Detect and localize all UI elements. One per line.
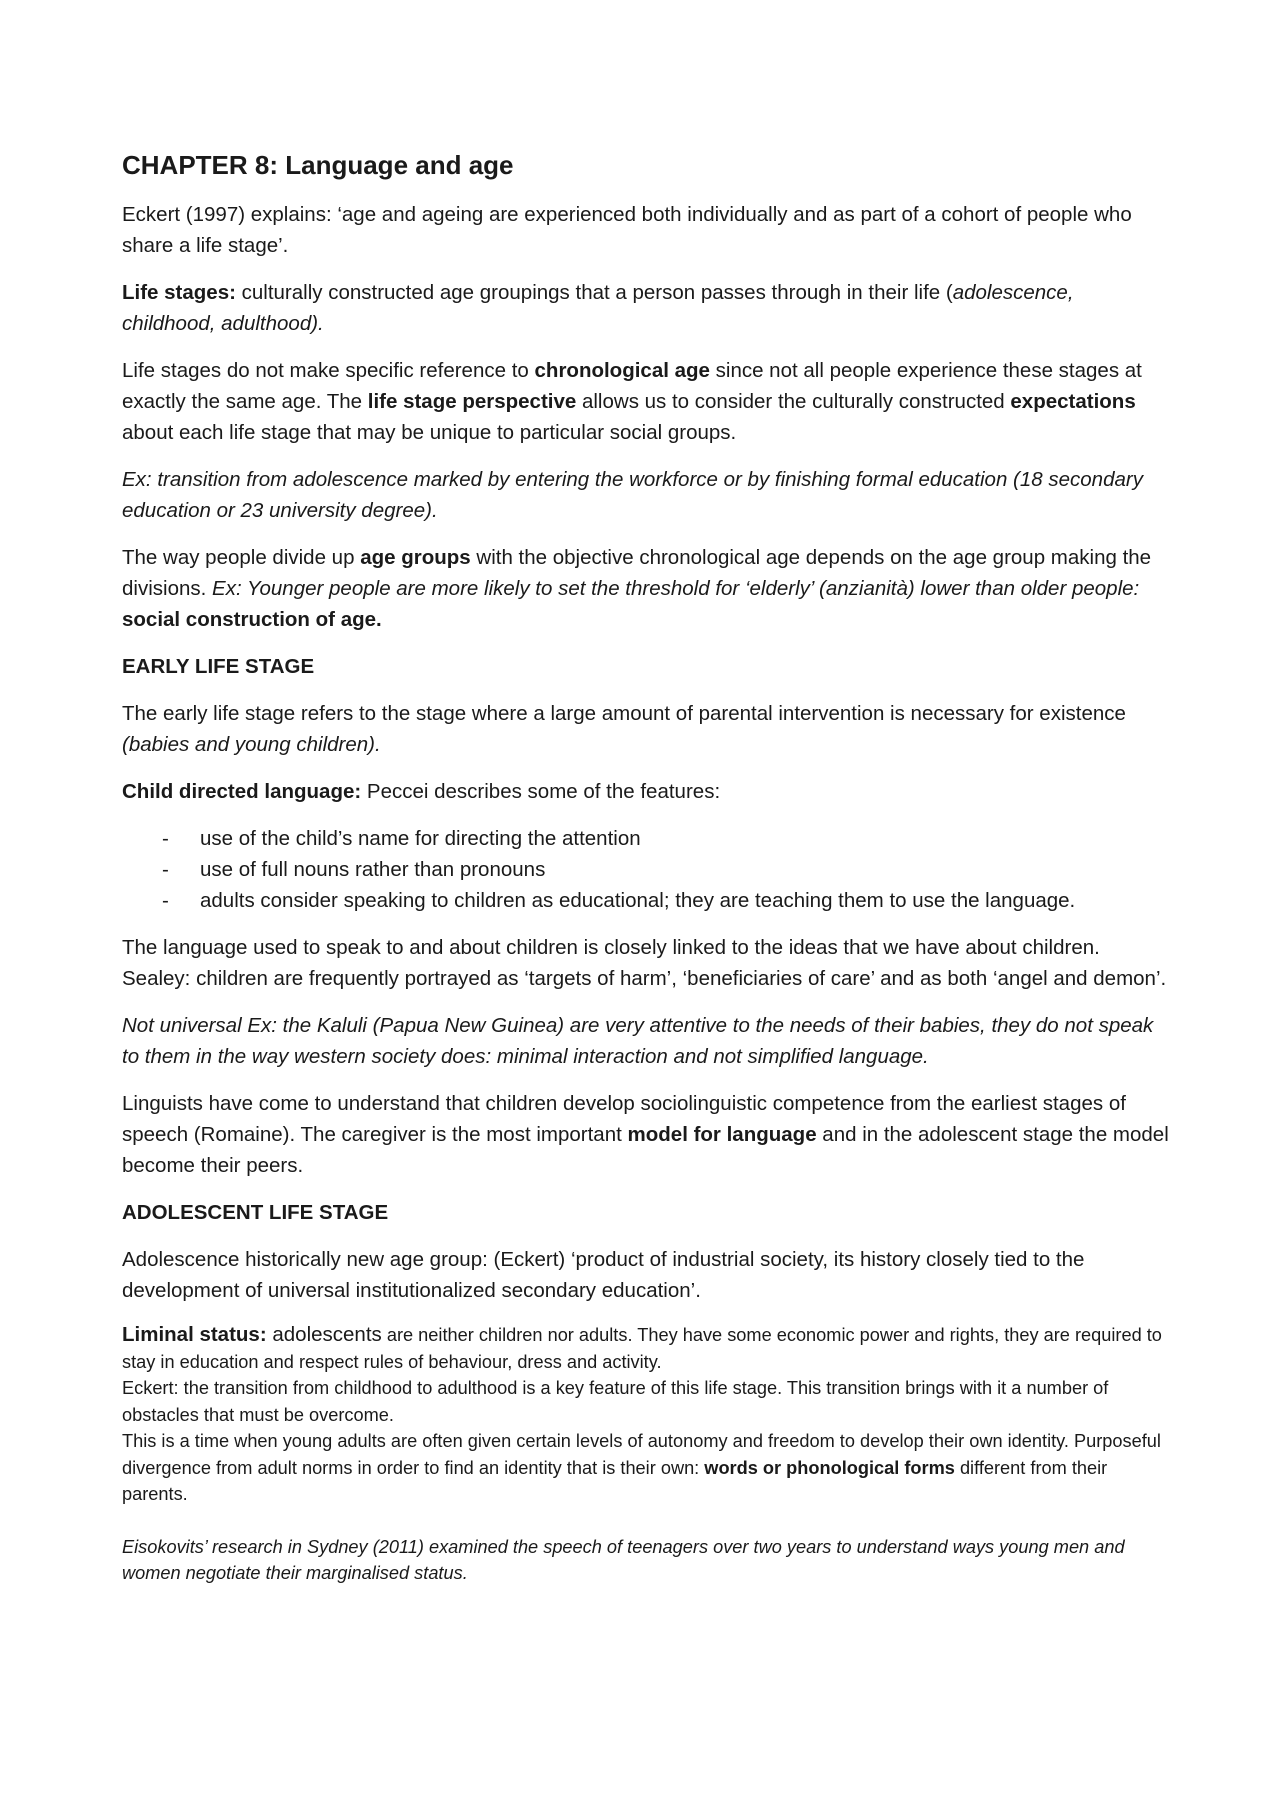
term-social-construction: social construction of age. <box>122 608 382 632</box>
text-run: and in the adolescent stage the model become their peers. <box>122 1123 1169 1178</box>
list-item-text: use of full nouns rather than pronouns <box>200 858 546 882</box>
babies-example: (babies and young children). <box>122 733 381 757</box>
early-life-stage-heading: EARLY LIFE STAGE <box>122 655 315 679</box>
liminal-status-paragraph <box>122 1322 1172 1375</box>
transition-example-text: Ex: transition from adolescence marked by entering the workforce or by finishing formal education (18 secondary education or 23 university degree). <box>122 468 1143 523</box>
text-run: The way people divide up <box>122 546 361 570</box>
list-item-text: use of the child’s name for directing the attention <box>200 827 641 851</box>
list-item <box>122 854 1172 885</box>
bullet-dash: - <box>162 858 169 882</box>
eckert-intro-paragraph: Eckert (1997) explains: ‘age and ageing are experienced both individually and as part of a cohort of people who share a life stage’. <box>122 203 1132 258</box>
chapter-title: CHAPTER 8: Language and age <box>122 150 514 180</box>
text-run: Life stages do not make specific reference to <box>122 359 535 383</box>
term-expectations: expectations <box>1010 390 1136 414</box>
text-run: allows us to consider the culturally constructed <box>576 390 1011 414</box>
kaluli-example-text: Not universal Ex: the Kaluli (Papua New Guinea) are very attentive to the needs of their babies, they do not speak to them in the way western society does: minimal interaction and not simplified language. <box>122 1014 1154 1069</box>
eisokovits-paragraph: Eisokovits’ research in Sydney (2011) examined the speech of teenagers over two years to understand ways young men and women negotiate their marginalised status. <box>122 1536 1125 1584</box>
text-run: adolescents <box>266 1323 382 1347</box>
adolescence-paragraph: Adolescence historically new age group: (Eckert) ‘product of industrial society, its history closely tied to the development of universal institutionalized secondary education’. <box>122 1248 1085 1303</box>
life-stages-definition <box>122 277 1172 339</box>
list-item <box>122 823 1172 854</box>
term-liminal-status: Liminal status: <box>122 1323 267 1347</box>
text-run: Peccei describes some of the features: <box>361 780 721 804</box>
age-groups-paragraph <box>122 542 1172 635</box>
list-item <box>122 885 1172 916</box>
term-life-stage-perspective: life stage perspective <box>367 390 577 414</box>
document-page <box>122 150 1172 1587</box>
sealey-paragraph: The language used to speak to and about children is closely linked to the ideas that we have about children. Sealey: children are frequently portrayed as ‘targets of harm’, ‘beneficiaries of care’ and as both ‘angel and demon’. <box>122 936 1167 991</box>
kaluli-example <box>122 1010 1172 1072</box>
term-chronological-age: chronological age <box>534 359 710 383</box>
life-stages-examples: adolescence, childhood, adulthood). <box>122 281 1074 336</box>
chronological-age-paragraph <box>122 355 1172 448</box>
text-run: with the objective chronological age depends on the age group making the divisions. <box>122 546 1152 601</box>
text-run: about each life stage that may be unique to particular social groups. <box>122 421 737 445</box>
life-stages-term: Life stages: <box>122 281 236 305</box>
eckert-transition-paragraph: Eckert: the transition from childhood to adulthood is a key feature of this life stage. This transition brings with it a number of obstacles that must be overcome. <box>122 1378 1109 1425</box>
text-run: different from their parents. <box>122 1457 1108 1505</box>
sociolinguistic-competence-paragraph <box>122 1088 1172 1181</box>
transition-example <box>122 464 1172 526</box>
early-life-stage-paragraph <box>122 698 1172 760</box>
text-run: This is a time when young adults are often given certain levels of autonomy and freedom to develop their own identity. Purposeful divergence from adult norms in order to find an identity that is their own: <box>122 1431 1161 1478</box>
elderly-example: Ex: Younger people are more likely to set the threshold for ‘elderly’ (anzianità) lower than older people: <box>212 577 1140 601</box>
autonomy-paragraph <box>122 1428 1172 1508</box>
text-run: since not all people experience these stages at exactly the same age. The <box>122 359 1142 414</box>
list-item-text: adults consider speaking to children as educational; they are teaching them to use the language. <box>200 889 1076 913</box>
bullet-dash: - <box>162 889 169 913</box>
term-age-groups: age groups <box>360 546 471 570</box>
adolescent-life-stage-heading: ADOLESCENT LIFE STAGE <box>122 1201 389 1225</box>
text-run: Linguists have come to understand that children develop sociolinguistic competence from the earliest stages of speech (Romaine). The caregiver is the most important <box>122 1092 1126 1147</box>
bullet-dash: - <box>162 827 169 851</box>
life-stages-text: culturally constructed age groupings that a person passes through in their life ( <box>235 281 953 305</box>
child-directed-language-paragraph <box>122 776 1172 807</box>
text-run: are neither children nor adults. They have some economic power and rights, they are required to stay in education and respect rules of behaviour, dress and activity. <box>122 1325 1162 1372</box>
liminal-status-block <box>122 1322 1172 1508</box>
term-model-for-language: model for language <box>627 1123 817 1147</box>
term-words-or-phonological-forms: words or phonological forms <box>704 1457 955 1478</box>
cdl-features-list <box>122 823 1172 916</box>
term-child-directed-language: Child directed language: <box>122 780 362 804</box>
text-run: The early life stage refers to the stage where a large amount of parental intervention is necessary for existence <box>122 702 1126 726</box>
